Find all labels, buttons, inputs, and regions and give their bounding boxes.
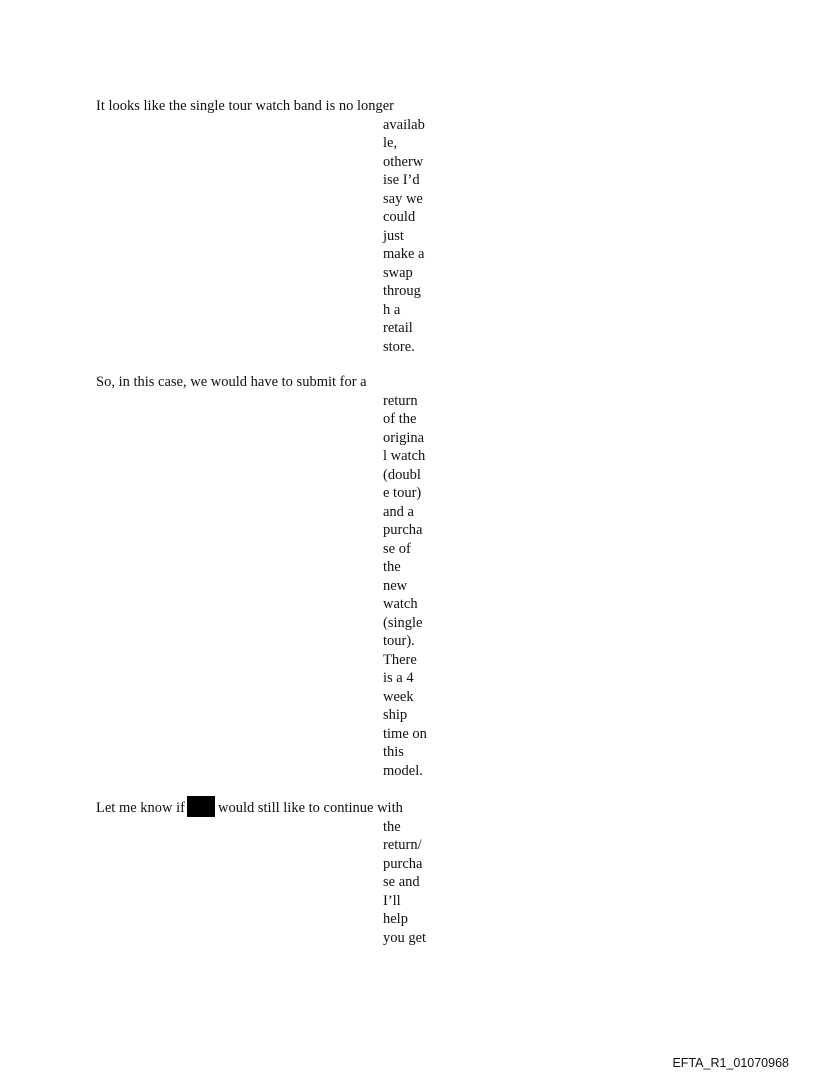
text-line: (doubl xyxy=(383,466,421,483)
paragraph-3-lead xyxy=(96,796,456,818)
text-line: h a xyxy=(383,301,401,318)
text-line: purcha xyxy=(383,522,423,538)
text-line: just xyxy=(383,227,404,244)
text-line: return xyxy=(383,392,418,409)
text-line: le, xyxy=(383,135,398,151)
text-line: (single xyxy=(383,614,423,631)
text-line: could xyxy=(383,209,416,225)
text-line: the xyxy=(383,559,401,575)
text-line: retail xyxy=(383,320,413,336)
text-line: new xyxy=(383,577,408,594)
text-line: watch xyxy=(383,596,418,612)
text-line: purcha xyxy=(383,855,423,872)
paragraph-2-wrapped-text xyxy=(383,392,456,781)
paragraph-1-wrapped-text xyxy=(383,116,456,357)
text-line: availab xyxy=(383,116,425,133)
text-line: otherw xyxy=(383,153,424,170)
paragraph-1 xyxy=(96,97,456,356)
text-line: time on xyxy=(383,725,427,742)
bates-number: EFTA_R1_01070968 xyxy=(672,1056,789,1070)
lead-text-before-redaction: Let me know if xyxy=(96,800,185,816)
paragraph-3 xyxy=(96,796,456,947)
text-line: tour). xyxy=(383,633,415,649)
text-line: se of xyxy=(383,540,411,557)
text-line: throug xyxy=(383,283,421,299)
lead-text-after-redaction: would still like to continue with xyxy=(218,800,403,816)
text-line: store. xyxy=(383,338,415,355)
text-line: you get xyxy=(383,929,427,946)
text-line: this xyxy=(383,744,404,760)
text-line: There xyxy=(383,651,417,668)
paragraph-2 xyxy=(96,373,456,780)
text-line: make a xyxy=(383,246,425,262)
text-line: help xyxy=(383,911,408,927)
text-line: swap xyxy=(383,264,413,281)
text-line: of the xyxy=(383,411,417,427)
redaction-box xyxy=(187,796,215,817)
text-line: ship xyxy=(383,707,408,723)
text-line: is a 4 xyxy=(383,670,414,686)
text-line: ise I’d xyxy=(383,172,420,188)
paragraph-1-lead: It looks like the single tour watch band is no longer xyxy=(96,98,395,114)
text-line: se and xyxy=(383,874,420,890)
paragraph-2-lead: So, in this case, we would have to submit for a xyxy=(96,374,367,390)
text-line: l watch xyxy=(383,448,426,464)
text-line: the xyxy=(383,818,401,835)
text-line: e tour) xyxy=(383,485,422,501)
text-line: return/ xyxy=(383,837,422,853)
text-line: model. xyxy=(383,762,423,779)
paragraph-3-wrapped-text xyxy=(383,818,456,948)
text-line: origina xyxy=(383,429,425,446)
text-line: week xyxy=(383,688,414,705)
text-line: I’ll xyxy=(383,892,401,909)
text-line: and a xyxy=(383,503,414,520)
text-line: say we xyxy=(383,190,423,207)
